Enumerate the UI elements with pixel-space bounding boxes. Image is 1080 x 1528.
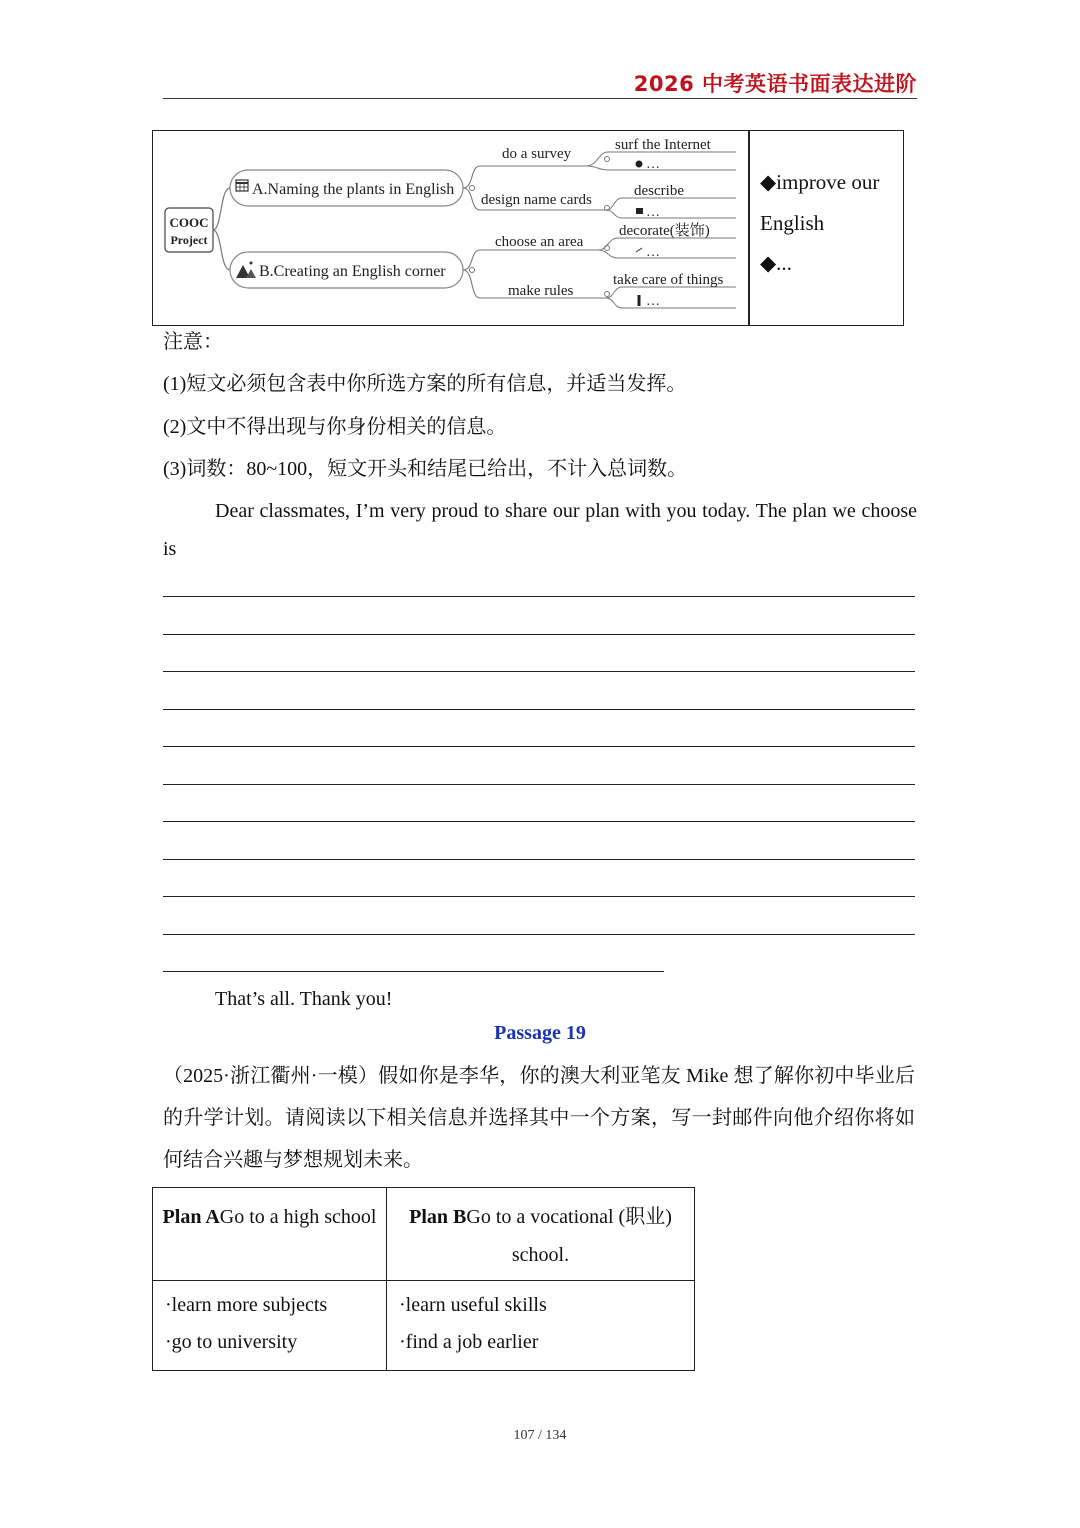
side-note-line2: English xyxy=(760,211,825,235)
plans-table xyxy=(152,1187,695,1371)
leaf2-ellipsis: … xyxy=(646,205,660,220)
branch-a-label: A.Naming the plants in English xyxy=(252,181,455,198)
leaf-take-care: take care of things xyxy=(613,272,724,288)
mindmap-root-line1: COOC xyxy=(169,215,209,230)
plan-a-label: Plan A xyxy=(162,1206,220,1228)
page-number: 107 / 134 xyxy=(513,1428,567,1443)
branch-b-label: B.Creating an English corner xyxy=(259,263,446,280)
writing-line xyxy=(163,671,915,672)
notes-item-3: (3)词数：80~100，短文开头和结尾已给出，不计入总词数。 xyxy=(163,458,688,480)
connector-root-a xyxy=(213,188,230,230)
writing-line xyxy=(163,709,915,710)
b-sub-rules: make rules xyxy=(508,283,574,299)
plan-a-item: ·learn more subjects xyxy=(165,1294,328,1316)
side-note-line3: ◆... xyxy=(760,251,792,275)
mindmap-root-line2: Project xyxy=(170,233,208,247)
header-rule xyxy=(163,98,917,99)
passage-title: Passage 19 xyxy=(494,1022,586,1044)
plan-b-item: ·learn useful skills xyxy=(399,1294,547,1316)
mindmap-diagram xyxy=(152,130,749,326)
notes-item-2: (2)文中不得出现与你身份相关的信息。 xyxy=(163,416,507,438)
plan-a-header xyxy=(153,1188,387,1281)
writing-line xyxy=(163,859,915,860)
leaf3-ellipsis: … xyxy=(646,245,660,260)
plan-b-details xyxy=(387,1281,695,1371)
plan-b-header xyxy=(387,1188,695,1281)
writing-line xyxy=(163,821,915,822)
plan-b-item: ·find a job earlier xyxy=(399,1331,539,1353)
b-sub-area: choose an area xyxy=(495,234,584,250)
essay-closing: That’s all. Thank you! xyxy=(215,988,393,1010)
connector-root-b xyxy=(213,230,230,270)
leaf1-ellipsis: … xyxy=(646,157,660,172)
writing-line xyxy=(163,896,915,897)
notes-title: 注意： xyxy=(163,331,223,353)
plan-a-title: Go to a high school xyxy=(219,1206,377,1228)
writing-line xyxy=(163,634,915,635)
leaf-describe: describe xyxy=(634,183,684,199)
leaf4-ellipsis: … xyxy=(646,294,660,309)
leaf-surf-internet: surf the Internet xyxy=(615,137,711,153)
plan-b-title: Go to a vocational (职业) school. xyxy=(466,1206,672,1266)
plan-a-details xyxy=(153,1281,387,1371)
disc-icon xyxy=(636,161,643,168)
side-note-line1: ◆improve our xyxy=(760,170,880,194)
writing-line-short xyxy=(163,971,664,972)
passage-prompt: （2025·浙江衢州·一模）假如你是李华，你的澳大利亚笔友 Mike 想了解你初中毕业后的升学计划。请阅读以下相关信息并选择其中一个方案，写一封邮件向他介绍你将如何结合兴趣与梦想规划未来。 xyxy=(163,1065,915,1171)
notes-item-1: (1)短文必须包含表中你所选方案的所有信息，并适当发挥。 xyxy=(163,373,687,395)
writing-line xyxy=(163,934,915,935)
a-sub-survey: do a survey xyxy=(502,146,572,162)
writing-line xyxy=(163,784,915,785)
plan-a-item: ·go to university xyxy=(165,1331,298,1353)
leaf-decorate: decorate(装饰) xyxy=(619,223,710,239)
page-header-title: 2026 中考英语书面表达进阶 xyxy=(633,72,917,96)
writing-line xyxy=(163,746,915,747)
writing-line xyxy=(163,596,915,597)
a-sub-name-cards: design name cards xyxy=(481,192,592,208)
pen-icon xyxy=(636,248,642,252)
folder-icon xyxy=(636,208,643,214)
essay-opening: Dear classmates, I’m very proud to share our plan with you today. The plan we choose is xyxy=(163,500,917,560)
plan-b-label: Plan B xyxy=(409,1206,467,1228)
